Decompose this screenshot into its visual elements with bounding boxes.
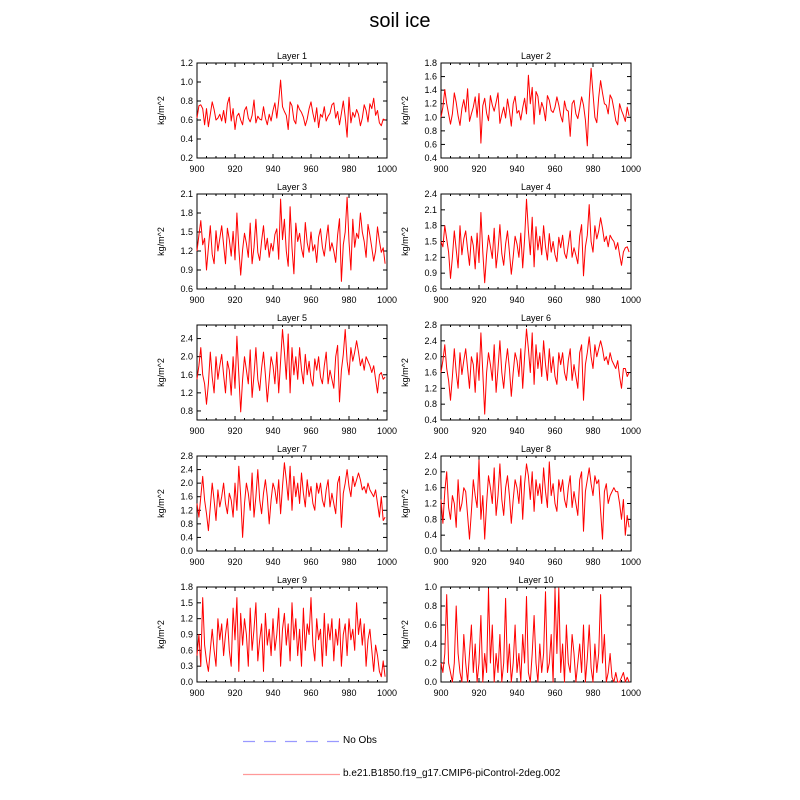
y-tick-label: 1.6: [424, 71, 437, 82]
series-line: [441, 588, 629, 682]
x-tick-label: 1000: [376, 688, 398, 698]
y-tick-label: 0.4: [424, 639, 437, 649]
plot-frame: [441, 63, 631, 158]
legend-no-obs-label: No Obs: [343, 735, 377, 746]
y-tick-label: 2.8: [424, 320, 437, 330]
panel-title: Layer 3: [276, 182, 308, 192]
panel-layer-6: [400, 313, 641, 436]
y-tick-label: 1.2: [424, 498, 437, 509]
y-tick-label: 0.0: [180, 546, 193, 556]
y-tick-label: 1.2: [180, 246, 193, 256]
x-tick-label: 900: [433, 557, 449, 567]
y-tick-label: 2.8: [180, 451, 193, 461]
x-tick-label: 960: [547, 557, 563, 567]
y-tick-label: 0.9: [424, 268, 437, 279]
x-tick-label: 960: [547, 295, 563, 305]
y-tick-label: 1.5: [424, 236, 437, 247]
y-tick-label: 2.4: [424, 189, 437, 199]
y-axis-label: kg/m^2: [400, 489, 410, 518]
x-tick-label: 960: [303, 688, 319, 698]
y-axis-label: kg/m^2: [156, 620, 166, 649]
panel-title: Layer 8: [520, 444, 552, 454]
y-tick-label: 0.8: [424, 399, 437, 410]
x-tick-label: 900: [189, 688, 205, 698]
y-tick-label: 2.0: [424, 466, 437, 477]
x-tick-label: 960: [547, 426, 563, 436]
y-tick-label: 0.9: [180, 629, 193, 640]
series-line: [441, 329, 629, 414]
page-title: soil ice: [369, 10, 431, 32]
y-tick-label: 0.4: [424, 153, 437, 163]
y-tick-label: 0.4: [180, 532, 193, 543]
series-line: [197, 80, 385, 137]
y-tick-label: 0.6: [180, 284, 193, 294]
x-tick-label: 1000: [620, 688, 642, 698]
panel-title: Layer 5: [276, 313, 308, 323]
x-tick-label: 940: [265, 426, 281, 436]
y-axis-label: kg/m^2: [156, 227, 166, 256]
y-tick-label: 1.4: [424, 85, 437, 96]
x-tick-label: 940: [509, 426, 525, 436]
x-tick-label: 1000: [620, 295, 642, 305]
panel-title: Layer 7: [276, 444, 308, 454]
x-tick-label: 1000: [376, 164, 398, 174]
x-tick-label: 960: [303, 557, 319, 567]
y-tick-label: 0.4: [180, 134, 193, 144]
x-tick-label: 980: [585, 688, 601, 698]
y-axis-label: kg/m^2: [400, 358, 410, 387]
x-tick-label: 980: [341, 164, 357, 174]
y-tick-label: 0.4: [424, 415, 437, 425]
y-tick-label: 1.2: [180, 58, 193, 68]
y-tick-label: 0.6: [180, 645, 193, 656]
y-tick-label: 1.2: [424, 252, 437, 263]
y-tick-label: 1.2: [180, 387, 193, 398]
y-tick-label: 1.2: [180, 613, 193, 624]
x-tick-label: 900: [433, 164, 449, 174]
x-tick-label: 960: [303, 426, 319, 436]
x-tick-label: 940: [265, 164, 281, 174]
series-line: [441, 68, 629, 145]
x-tick-label: 1000: [620, 426, 642, 436]
x-tick-label: 900: [189, 557, 205, 567]
x-tick-label: 900: [189, 164, 205, 174]
panel-title: Layer 4: [520, 182, 552, 192]
x-tick-label: 940: [265, 295, 281, 305]
y-tick-label: 2.1: [180, 189, 193, 199]
plot-frame: [441, 194, 631, 289]
x-tick-label: 920: [227, 164, 243, 174]
y-tick-label: 1.2: [180, 505, 193, 516]
x-tick-label: 960: [547, 688, 563, 698]
x-tick-label: 920: [227, 426, 243, 436]
y-tick-label: 1.6: [424, 482, 437, 493]
y-tick-label: 1.5: [180, 227, 193, 237]
y-tick-label: 0.8: [424, 514, 437, 525]
x-tick-label: 940: [509, 557, 525, 567]
x-tick-label: 940: [509, 164, 525, 174]
y-tick-label: 1.6: [424, 367, 437, 378]
x-tick-label: 920: [227, 688, 243, 698]
y-tick-label: 0.0: [180, 677, 193, 687]
x-tick-label: 980: [341, 426, 357, 436]
x-tick-label: 920: [471, 295, 487, 305]
y-axis-label: kg/m^2: [156, 489, 166, 518]
plot-frame: [197, 63, 387, 158]
y-tick-label: 1.8: [180, 208, 193, 218]
y-tick-label: 0.3: [180, 661, 193, 672]
panel-title: Layer 2: [520, 51, 552, 61]
x-tick-label: 1000: [376, 557, 398, 567]
y-tick-label: 1.5: [180, 597, 193, 608]
y-tick-label: 1.8: [180, 582, 193, 592]
y-tick-label: 1.0: [180, 77, 193, 87]
series-line: [197, 598, 385, 677]
plot-frame: [441, 325, 631, 420]
y-tick-label: 2.4: [180, 464, 193, 475]
x-tick-label: 960: [303, 164, 319, 174]
y-tick-label: 2.0: [180, 351, 193, 362]
series-line: [197, 330, 385, 412]
y-tick-label: 0.8: [180, 518, 193, 529]
y-tick-label: 1.8: [424, 220, 437, 231]
x-tick-label: 980: [585, 557, 601, 567]
x-tick-label: 900: [433, 295, 449, 305]
panel-layer-10: [400, 575, 641, 698]
y-tick-label: 2.0: [180, 478, 193, 489]
y-tick-label: 1.6: [180, 369, 193, 380]
series-line: [441, 199, 629, 282]
y-tick-label: 2.4: [180, 333, 193, 344]
x-tick-label: 980: [341, 295, 357, 305]
y-tick-label: 1.8: [424, 58, 437, 68]
y-tick-label: 0.2: [180, 153, 193, 163]
y-tick-label: 0.6: [424, 284, 437, 294]
y-tick-label: 1.0: [424, 582, 437, 592]
x-tick-label: 980: [585, 295, 601, 305]
y-tick-label: 0.0: [424, 546, 437, 556]
x-tick-label: 940: [509, 688, 525, 698]
y-tick-label: 0.2: [424, 658, 437, 668]
panel-layer-3: [156, 182, 397, 305]
y-tick-label: 0.0: [424, 677, 437, 687]
y-tick-label: 0.8: [424, 125, 437, 136]
panel-layer-9: [156, 575, 397, 698]
y-tick-label: 0.8: [424, 601, 437, 611]
x-tick-label: 980: [341, 557, 357, 567]
x-tick-label: 980: [585, 426, 601, 436]
y-tick-label: 0.8: [180, 96, 193, 106]
y-tick-label: 0.6: [424, 620, 437, 630]
y-tick-label: 0.4: [424, 530, 437, 541]
x-tick-label: 940: [265, 557, 281, 567]
y-tick-label: 1.0: [424, 112, 437, 123]
x-tick-label: 920: [471, 688, 487, 698]
series-line: [197, 463, 385, 538]
y-tick-label: 1.2: [424, 383, 437, 394]
y-tick-label: 0.6: [180, 115, 193, 125]
x-tick-label: 920: [471, 557, 487, 567]
x-tick-label: 920: [227, 557, 243, 567]
panel-layer-5: [156, 313, 397, 436]
x-tick-label: 920: [471, 164, 487, 174]
x-tick-label: 900: [433, 688, 449, 698]
panel-title: Layer 10: [518, 575, 554, 585]
x-tick-label: 920: [227, 295, 243, 305]
y-tick-label: 0.6: [424, 139, 437, 150]
x-tick-label: 980: [341, 688, 357, 698]
x-tick-label: 900: [433, 426, 449, 436]
x-tick-label: 960: [547, 164, 563, 174]
y-axis-label: kg/m^2: [156, 96, 166, 125]
legend-model-label: b.e21.B1850.f19_g17.CMIP6-piControl-2deg.002: [343, 768, 561, 779]
x-tick-label: 920: [471, 426, 487, 436]
y-tick-label: 2.4: [424, 335, 437, 346]
plot-frame: [197, 325, 387, 420]
y-tick-label: 0.8: [180, 405, 193, 416]
panel-layer-1: [156, 51, 397, 174]
y-tick-label: 2.0: [424, 351, 437, 362]
y-tick-label: 0.9: [180, 265, 193, 275]
y-tick-label: 2.4: [424, 451, 437, 461]
series-line: [197, 197, 385, 281]
series-line: [441, 460, 629, 539]
panel-title: Layer 1: [276, 51, 308, 61]
y-axis-label: kg/m^2: [156, 358, 166, 387]
panel-layer-4: [400, 182, 641, 305]
panel-title: Layer 6: [520, 313, 552, 323]
y-tick-label: 2.1: [424, 204, 437, 215]
y-tick-label: 1.2: [424, 98, 437, 109]
y-axis-label: kg/m^2: [400, 227, 410, 256]
panel-layer-2: [400, 51, 641, 174]
x-tick-label: 900: [189, 295, 205, 305]
panel-title: Layer 9: [276, 575, 308, 585]
panel-layer-7: [156, 444, 397, 567]
x-tick-label: 1000: [376, 295, 398, 305]
y-axis-label: kg/m^2: [400, 96, 410, 125]
x-tick-label: 940: [265, 688, 281, 698]
x-tick-label: 960: [303, 295, 319, 305]
y-axis-label: kg/m^2: [400, 620, 410, 649]
x-tick-label: 900: [189, 426, 205, 436]
y-tick-label: 1.6: [180, 491, 193, 502]
panel-layer-8: [400, 444, 641, 567]
x-tick-label: 1000: [620, 164, 642, 174]
x-tick-label: 940: [509, 295, 525, 305]
x-tick-label: 1000: [620, 557, 642, 567]
x-tick-label: 1000: [376, 426, 398, 436]
x-tick-label: 980: [585, 164, 601, 174]
